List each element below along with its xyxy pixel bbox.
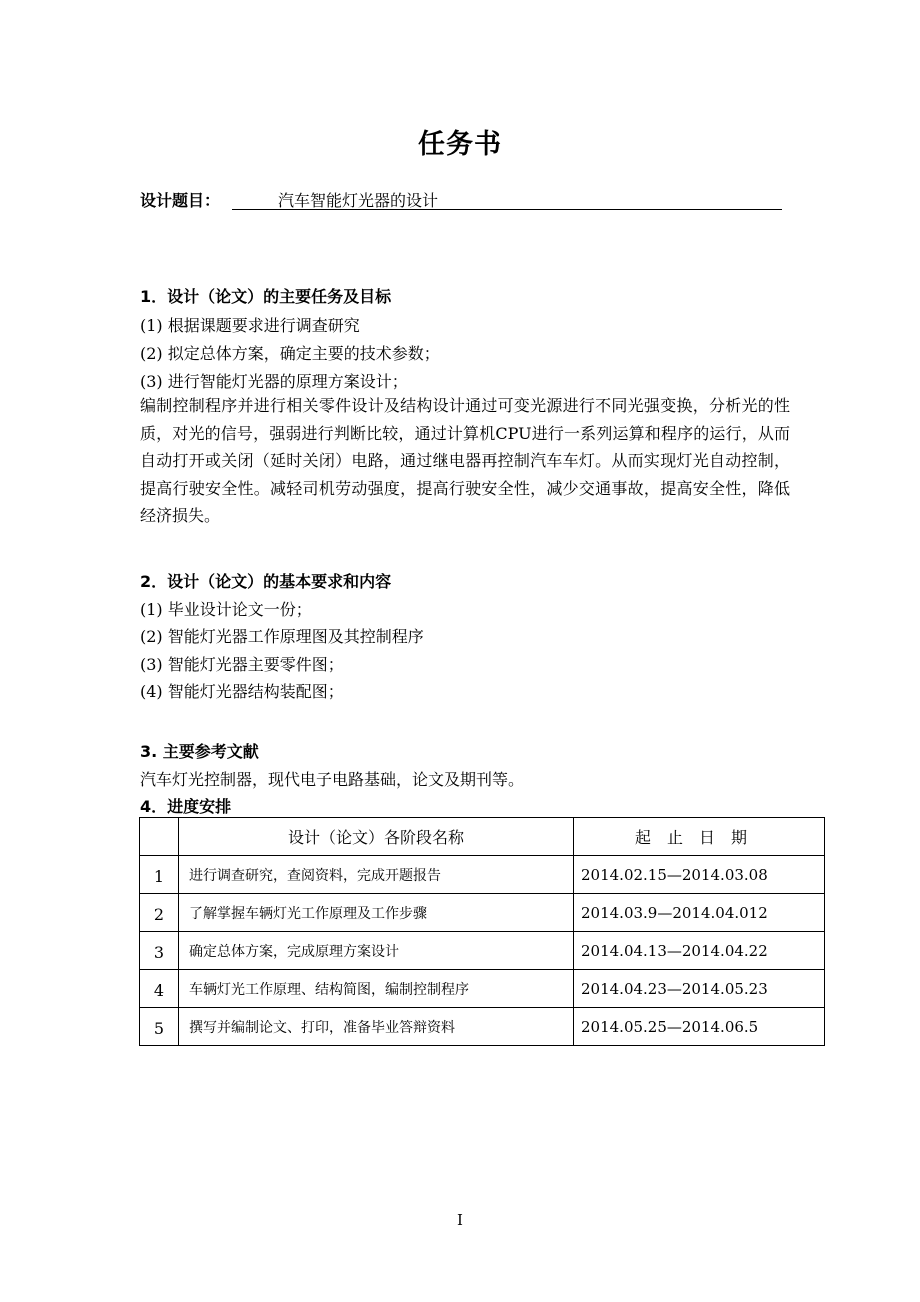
row-number: 2 — [140, 894, 179, 932]
row-stage-name: 车辆灯光工作原理、结构简图，编制控制程序 — [179, 970, 574, 1008]
references-text: 汽车灯光控制器，现代电子电路基础，论文及期刊等。 — [140, 770, 525, 789]
table-row — [140, 856, 825, 894]
row-stage-name: 进行调查研究，查阅资料，完成开题报告 — [179, 856, 574, 894]
table-row — [140, 970, 825, 1008]
section1-heading: 1．设计（论文）的主要任务及目标 — [140, 287, 392, 306]
row-dates: 2014.02.15—2014.03.08 — [574, 856, 825, 894]
section1-paragraph: 编制控制程序并进行相关零件设计及结构设计通过可变光源进行不同光强变换，分析光的性质，对光的信号，强弱进行判断比较，通过计算机CPU进行一系列运算和程序的运行，从而自动打开或关闭（延时关闭）电路，通过继电器再控制汽车车灯。从而实现灯光自动控制，提高行驶安全性。减轻司机劳动强度，提高行驶安全性，减少交通事故，提高安全性，降低经济损失。 — [140, 396, 790, 526]
row-dates: 2014.04.13—2014.04.22 — [574, 932, 825, 970]
table-header-row — [140, 818, 825, 856]
row-dates: 2014.04.23—2014.05.23 — [574, 970, 825, 1008]
section1-item: (2) 拟定总体方案，确定主要的技术参数； — [140, 344, 440, 363]
table-row — [140, 1008, 825, 1046]
row-stage-name: 撰写并编制论文、打印，准备毕业答辩资料 — [179, 1008, 574, 1046]
section4-heading: 4．进度安排 — [140, 797, 232, 816]
row-stage-name: 了解掌握车辆灯光工作原理及工作步骤 — [179, 894, 574, 932]
section1-item: (1) 根据课题要求进行调查研究 — [140, 316, 360, 335]
design-topic-field — [232, 188, 782, 210]
header-cell-index — [140, 818, 179, 856]
header-cell-stage-name: 设计（论文）各阶段名称 — [179, 818, 574, 856]
row-dates: 2014.05.25—2014.06.5 — [574, 1008, 825, 1046]
design-topic-row — [140, 188, 782, 212]
table-row — [140, 894, 825, 932]
row-stage-name: 确定总体方案，完成原理方案设计 — [179, 932, 574, 970]
section2-item: (4) 智能灯光器结构装配图； — [140, 682, 344, 701]
row-number: 1 — [140, 856, 179, 894]
document-title: 任务书 — [418, 129, 502, 160]
design-topic-label: 设计题目： — [140, 191, 221, 210]
header-cell-dates: 起止日期 — [574, 818, 825, 856]
section2-heading: 2．设计（论文）的基本要求和内容 — [140, 572, 392, 591]
row-dates: 2014.03.9—2014.04.012 — [574, 894, 825, 932]
page-number: I — [457, 1211, 463, 1229]
row-number: 3 — [140, 932, 179, 970]
schedule-table — [139, 817, 825, 1046]
section2-item: (3) 智能灯光器主要零件图； — [140, 655, 344, 674]
row-number: 5 — [140, 1008, 179, 1046]
section3-heading: 3. 主要参考文献 — [140, 742, 259, 761]
design-topic-value: 汽车智能灯光器的设计 — [278, 191, 439, 210]
section2-item: (1) 毕业设计论文一份； — [140, 600, 312, 619]
section2-item: (2) 智能灯光器工作原理图及其控制程序 — [140, 627, 424, 646]
table-row — [140, 932, 825, 970]
row-number: 4 — [140, 970, 179, 1008]
section1-item: (3) 进行智能灯光器的原理方案设计； — [140, 372, 408, 391]
